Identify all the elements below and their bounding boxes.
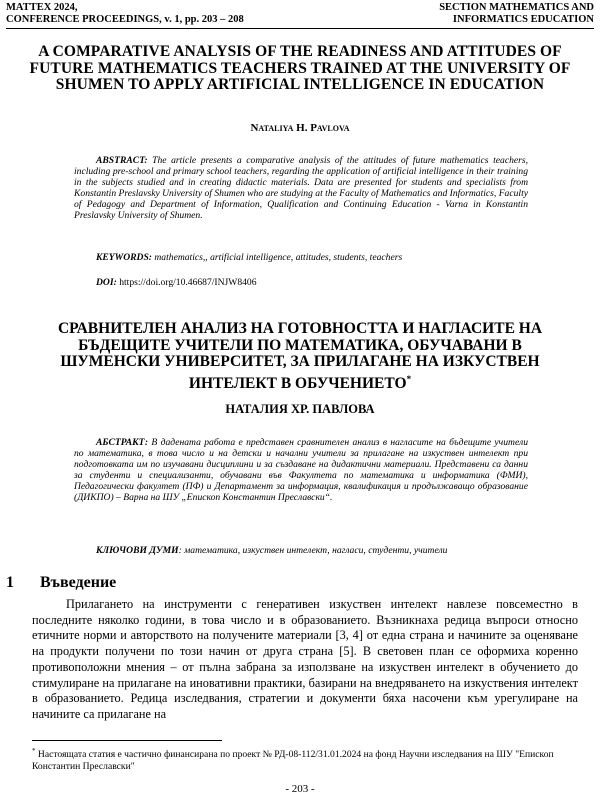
body-text bbox=[32, 597, 578, 723]
body-paragraph: Прилагането на инструменти с генеративен изкуствен интелект навлезе повсеместно в последните няколко години, в това число и в образованието. Възникнаха редица въпроси относно етичните норми и авторството на получените материали [3, 4] от една страна и начините за оценяване на продукти получени по този начин от друга страна [5]. В световен план се оформиха коренно противоположни мнения – от пълна забрана за използване на изкуствен интелект в обучението до стимулиране на прилагане на иновативни практики, базирани на внедряването на изкуствения интелект в образованието. Редица изследвания, стратегии и документи бяха насочени към урегулиране на начините са прилагане на bbox=[32, 597, 578, 721]
bulgarian-title bbox=[0, 321, 600, 392]
bulgarian-title-text: СРАВНИТЕЛЕН АНАЛИЗ НА ГОТОВНОСТТА И НАГЛАСИТЕ НА БЪДЕЩИТЕ УЧИТЕЛИ ПО МАТЕМАТИКА, ОБУЧАВАНИ В ШУМЕНСКИ УНИВЕРСИТЕТ, ЗА ПРИЛАГАНЕ НА ИЗКУСТВЕН ИНТЕЛЕКТ В ОБУЧЕНИЕТО bbox=[57, 320, 543, 392]
section-title: Въведение bbox=[40, 574, 117, 591]
bulgarian-author: НАТАЛИЯ ХР. ПАВЛОВА bbox=[225, 402, 375, 416]
abstract-text-bg: В дадената работа е представен сравнителен анализ в нагласите на бъдещите учители по математика, в това число и на детски и начални учители за прилагане на изкуствен интелект при подготовката им по изучавани дисциплини и за създаване на дидактични материали. Представени са данни за студенти и специализанти, обучавани във Факултета по математика и информатика (ФМИ), Педагогически факултет (ПФ) и Департамент за информация, квалификация и продължаващо образование (ДИКПО) – Варна на ШУ „Епископ Константин Преславски“. bbox=[74, 437, 528, 504]
page-number: - 203 - bbox=[285, 783, 315, 795]
doi-line bbox=[74, 277, 528, 288]
section-heading bbox=[6, 574, 116, 592]
running-header-left bbox=[6, 2, 244, 26]
bulgarian-keywords bbox=[74, 545, 528, 556]
english-abstract bbox=[74, 155, 528, 222]
header-divider bbox=[6, 28, 594, 29]
section-number: 1 bbox=[6, 574, 14, 591]
english-author: Nataliya H. Pavlova bbox=[250, 122, 350, 134]
header-conference: MATTEX 2024, bbox=[6, 2, 78, 13]
footnote-divider bbox=[32, 740, 222, 741]
abstract-label-bg: АБСТРАКТ: bbox=[96, 437, 149, 448]
title-footnote-mark[interactable]: * bbox=[406, 373, 412, 384]
header-proceedings: CONFERENCE PROCEEDINGS, v. 1, pp. 203 – 208 bbox=[6, 14, 244, 25]
keywords-label-en: KEYWORDS: bbox=[96, 252, 152, 263]
doi-label: DOI: bbox=[96, 277, 117, 288]
bulgarian-abstract bbox=[74, 437, 528, 504]
header-section-line1: SECTION MATHEMATICS AND bbox=[439, 2, 594, 13]
abstract-text-en: The article presents a comparative analysis of the attitudes of future mathematics teachers, including pre-school and primary school teachers, regarding the application of artificial intelligence in their training in the subjects studied and in creating didactic materials. Data are presented for students and specialists from Konstantin Preslavsky University of Shumen who are studying at the Faculty of Mathematics and Informatics, Faculty of Pedagogy and Department of Information, Qualification and Continuing Education - Varna in Konstantin Preslavsky University of Shumen. bbox=[74, 155, 528, 222]
doi-link[interactable]: https://doi.org/10.46687/INJW8406 bbox=[116, 277, 257, 288]
footnote-mark: * bbox=[32, 747, 36, 755]
english-title: A COMPARATIVE ANALYSIS OF THE READINESS AND ATTITUDES OF FUTURE MATHEMATICS TEACHERS TRAINED AT THE UNIVERSITY OF SHUMEN TO APPLY ARTIFICIAL INTELLIGENCE IN EDUCATION bbox=[29, 43, 571, 93]
keywords-label-bg: КЛЮЧОВИ ДУМИ bbox=[96, 545, 179, 556]
header-section-line2: INFORMATICS EDUCATION bbox=[452, 14, 594, 25]
keywords-text-bg: : математика, изкуствен интелект, нагласи, студенти, учители bbox=[178, 545, 448, 556]
footnote-text: Настоящата статия е частично финансирана по проект № РД-08-112/31.01.2024 на фонд Научни изследвания на ШУ "Епископ Константин Преславски" bbox=[32, 749, 554, 773]
running-header-right bbox=[439, 2, 594, 26]
abstract-label-en: ABSTRACT: bbox=[96, 155, 148, 166]
english-keywords bbox=[74, 252, 528, 263]
keywords-text-en: mathematics,, artificial intelligence, attitudes, students, teachers bbox=[151, 252, 403, 263]
footnote bbox=[32, 745, 578, 773]
